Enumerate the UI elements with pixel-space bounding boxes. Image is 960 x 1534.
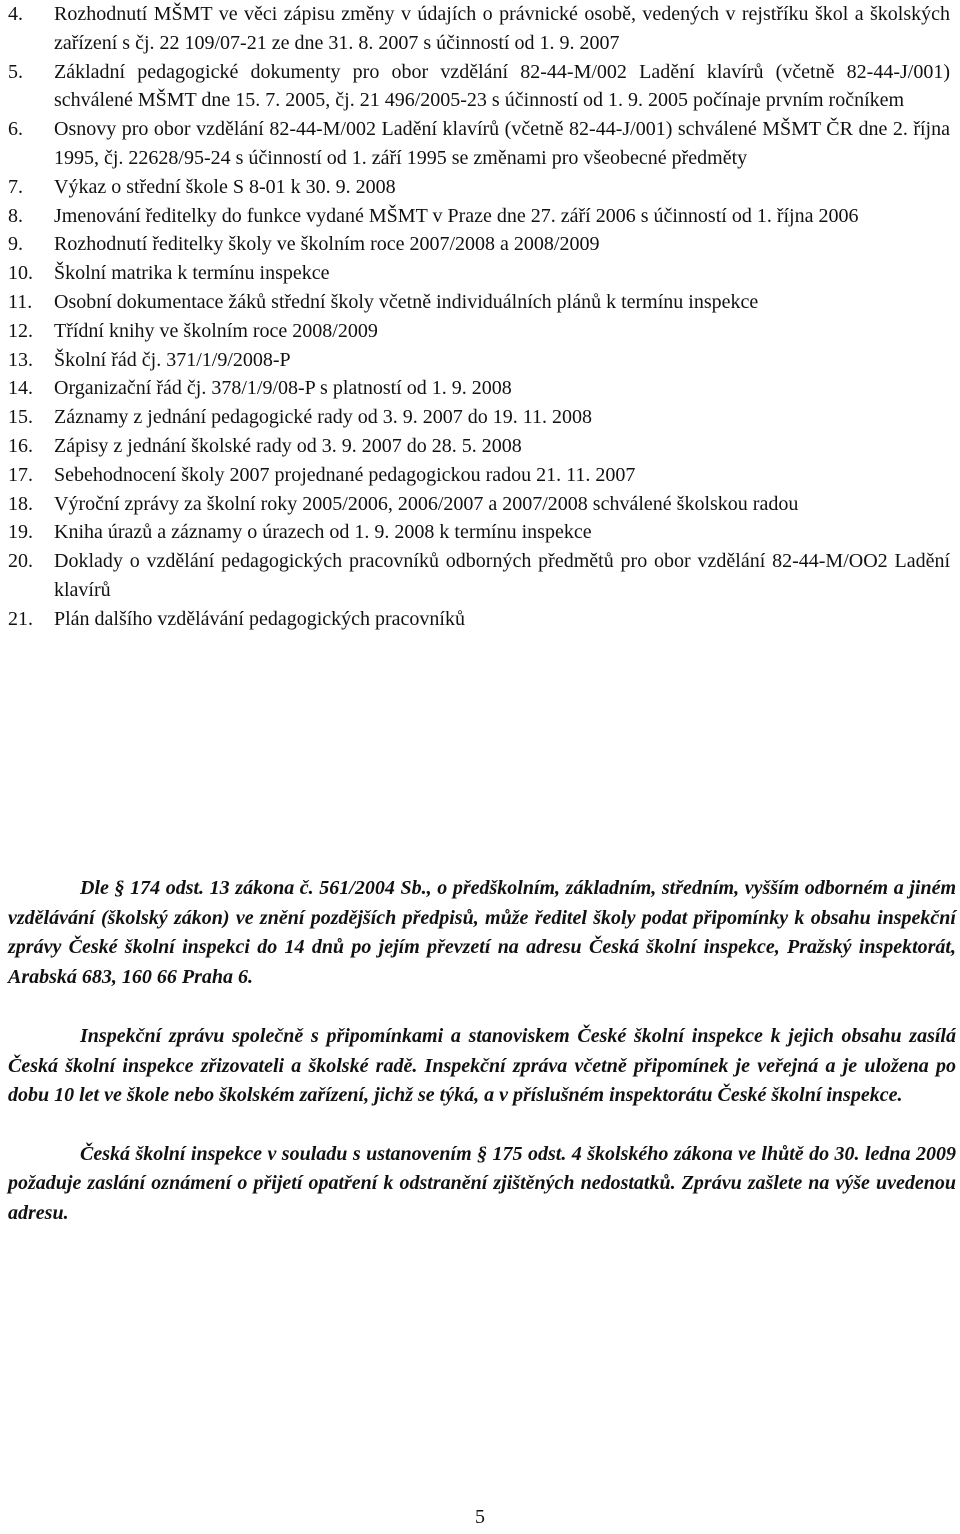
list-item <box>0 374 960 403</box>
list-item <box>0 115 960 173</box>
document-list <box>0 0 960 634</box>
paragraph-legal-notice: Dle § 174 odst. 13 zákona č. 561/2004 Sb., o předškolním, základním, středním, vyšším odborném a jiném vzdělávání (školský zákon) ve znění pozdějších předpisů, může ředitel školy podat připomínky k obsahu inspekční zprávy České školní inspekci do 14 dnů po jejím převzetí na adresu Česká školní inspekce, Pražský inspektorát, Arabská 683, 160 66 Praha 6. <box>8 877 956 988</box>
list-item <box>0 461 960 490</box>
list-item-text: Školní matrika k termínu inspekce <box>54 262 330 285</box>
list-item-number: 6. <box>8 118 23 141</box>
list-item-text: Osobní dokumentace žáků střední školy včetně individuálních plánů k termínu inspekce <box>54 290 759 313</box>
list-item <box>0 432 960 461</box>
list-item <box>0 518 960 547</box>
list-item-number: 21. <box>8 607 33 630</box>
list-item <box>0 230 960 259</box>
list-item <box>0 173 960 202</box>
list-item-text: Doklady o vzdělání pedagogických pracovníků odborných předmětů pro obor vzdělání 82-44-M/OO2 Ladění klavírů <box>54 550 950 601</box>
list-item <box>0 490 960 519</box>
list-item-number: 19. <box>8 521 33 544</box>
list-item <box>0 317 960 346</box>
list-item-text: Plán dalšího vzdělávání pedagogických pracovníků <box>54 607 465 630</box>
list-item-number: 10. <box>8 262 33 285</box>
paragraph-required-action: Česká školní inspekce v souladu s ustanovením § 175 odst. 4 školského zákona ve lhůtě do 30. ledna 2009 požaduje zaslání oznámení o přijetí opatření k odstranění zjištěných nedostatků. Zprávu zašlete na výše uvedenou adresu. <box>8 1142 956 1224</box>
list-item-text: Osnovy pro obor vzdělání 82-44-M/002 Ladění klavírů (včetně 82-44-J/001) schválené MŠMT ČR dne 2. října 1995, čj. 22628/95-24 s účinností od 1. září 1995 se změnami pro všeobecné předměty <box>54 118 950 169</box>
list-item <box>0 0 960 58</box>
list-item-text: Výkaz o střední škole S 8-01 k 30. 9. 2008 <box>54 175 396 198</box>
list-item-number: 18. <box>8 492 33 515</box>
closing-paragraphs <box>8 874 956 1257</box>
list-item-text: Organizační řád čj. 378/1/9/08-P s platností od 1. 9. 2008 <box>54 377 512 400</box>
list-item-text: Kniha úrazů a záznamy o úrazech od 1. 9. 2008 k termínu inspekce <box>54 521 592 544</box>
list-item-number: 20. <box>8 550 33 573</box>
list-item-number: 5. <box>8 60 23 83</box>
list-item <box>0 547 960 605</box>
list-item-text: Základní pedagogické dokumenty pro obor vzdělání 82-44-M/002 Ladění klavírů (včetně 82-44-J/001) schválené MŠMT dne 15. 7. 2005, čj. 21 496/2005-23 s účinností od 1. 9. 2005 počínaje prvním ročníkem <box>54 60 950 112</box>
list-item-text: Rozhodnutí ředitelky školy ve školním roce 2007/2008 a 2008/2009 <box>54 233 600 256</box>
list-item-number: 15. <box>8 406 33 429</box>
page-number: 5 <box>475 1506 485 1528</box>
list-item <box>0 403 960 432</box>
paragraph-report-distribution: Inspekční zprávu společně s připomínkami a stanoviskem České školní inspekce k jejich obsahu zasílá Česká školní inspekce zřizovateli a školské radě. Inspekční zpráva včetně připomínek je veřejná a je uložena po dobu 10 let ve škole nebo školském zařízení, jichž se týká, a v příslušném inspektorátu České školní inspekce. <box>8 1025 956 1106</box>
list-item-number: 7. <box>8 175 23 198</box>
list-item <box>0 346 960 375</box>
list-item <box>0 202 960 231</box>
list-item-text: Záznamy z jednání pedagogické rady od 3. 9. 2007 do 19. 11. 2008 <box>54 406 593 429</box>
list-item-number: 17. <box>8 463 33 486</box>
list-item-number: 4. <box>8 3 23 25</box>
list-item-number: 9. <box>8 233 23 256</box>
list-item-number: 8. <box>8 204 23 227</box>
list-item-number: 11. <box>8 290 33 313</box>
list-item-number: 12. <box>8 319 33 342</box>
list-item-number: 13. <box>8 348 33 371</box>
list-item-text: Třídní knihy ve školním roce 2008/2009 <box>54 319 378 342</box>
list-item <box>0 259 960 288</box>
list-item <box>0 288 960 317</box>
list-item <box>0 58 960 116</box>
list-item-text: Sebehodnocení školy 2007 projednané pedagogickou radou 21. 11. 2007 <box>54 463 636 486</box>
list-item-text: Rozhodnutí MŠMT ve věci zápisu změny v údajích o právnické osobě, vedených v rejstříku škol a školských zařízení s čj. 22 109/07-21 ze dne 31. 8. 2007 s účinností od 1. 9. 2007 <box>54 3 950 54</box>
list-item-text: Školní řád čj. 371/1/9/2008-P <box>54 348 291 371</box>
list-item-number: 14. <box>8 377 33 400</box>
list-item <box>0 605 960 634</box>
list-item-text: Zápisy z jednání školské rady od 3. 9. 2007 do 28. 5. 2008 <box>54 434 522 457</box>
list-item-number: 16. <box>8 434 33 457</box>
list-item-text: Jmenování ředitelky do funkce vydané MŠMT v Praze dne 27. září 2006 s účinností od 1. října 2006 <box>54 204 859 227</box>
list-item-text: Výroční zprávy za školní roky 2005/2006, 2006/2007 a 2007/2008 schválené školskou radou <box>54 492 799 515</box>
